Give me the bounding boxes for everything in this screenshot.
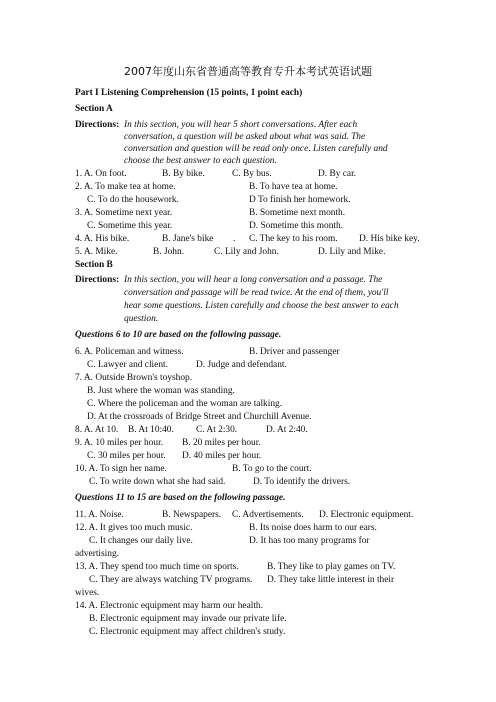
- q5-option-c: C. Lily and John.: [214, 247, 279, 257]
- q13-option-a: 13. A. They spend too much time on sports.: [75, 562, 239, 572]
- q5-option-b: B. John.: [153, 247, 184, 257]
- q13-option-d-continued: wives.: [75, 588, 100, 598]
- q6-option-c: C. Lawyer and client.: [87, 360, 168, 370]
- q3-option-b: B. Sometime next month.: [249, 208, 346, 218]
- q4-option-b: B. Jane's bike: [162, 234, 214, 244]
- q7-option-c: C. Where the policeman and the woman are talking.: [87, 399, 283, 409]
- q10-option-c: C. To write down what she had said.: [89, 477, 226, 487]
- q5-option-d: D. Lily and Mike.: [318, 247, 386, 257]
- q12-option-a: 12. A. It gives too much music.: [75, 523, 193, 533]
- q6-option-b: B. Driver and passenger: [249, 347, 340, 357]
- q11-option-d: D. Electronic equipment.: [319, 510, 414, 520]
- q3-option-a: 3. A. Sometime next year.: [75, 208, 173, 218]
- q6-option-a: 6. A. Policeman and witness.: [75, 347, 184, 357]
- section-a-directions-line: conversation, a question will be asked about what was said. The: [124, 132, 366, 142]
- q13-option-c: C. They are always watching TV programs.: [89, 575, 253, 585]
- q2-option-b: B. To have tea at home.: [249, 182, 338, 192]
- q9-option-b: B. 20 miles per hour.: [182, 438, 261, 448]
- q2-option-d: D To finish her homework.: [249, 195, 351, 205]
- q9-option-d: D. 40 miles per hour.: [182, 451, 262, 461]
- section-b-directions-line: In this section, you will hear a long conversation and a passage. The: [124, 275, 383, 285]
- passage1-heading: Questions 6 to 10 are based on the following passage.: [75, 330, 282, 340]
- q3-option-d: D. Sometime this month.: [249, 221, 344, 231]
- q1-option-a: 1. A. On foot.: [75, 169, 127, 179]
- q12-option-d-continued: advertising.: [75, 549, 120, 559]
- q8-option-b: B. At 10:40.: [128, 425, 174, 435]
- part1-heading: Part I Listening Comprehension (15 points, 1 point each): [75, 88, 303, 98]
- q12-option-c: C. It changes our daily live.: [89, 536, 193, 546]
- q12-option-d: D. It has too many programs for: [249, 536, 370, 546]
- section-b-directions-label: Directions:: [75, 275, 120, 285]
- q13-option-b: B. They like to play games on TV.: [267, 562, 396, 572]
- q7-option-d: D. At the crossroads of Bridge Street and Churchill Avenue.: [87, 412, 312, 422]
- q12-option-b: B. Its noise does harm to our ears.: [249, 523, 377, 533]
- q9-option-a: 9. A. 10 miles per hour.: [75, 438, 164, 448]
- q11-option-a: 11. A. Noise.: [75, 510, 124, 520]
- section-b-heading: Section B: [75, 260, 113, 270]
- section-a-directions-line: conversation and question will be read only once. Listen carefully and: [124, 144, 388, 154]
- section-a-directions-line: choose the best answer to each question.: [124, 156, 277, 166]
- q13-option-d: D. They take little interest in their: [267, 575, 395, 585]
- section-b-directions-line: question.: [124, 314, 159, 324]
- q4-option-c: C. The key to his room.: [249, 234, 338, 244]
- q11-option-c: C. Advertisements.: [232, 510, 304, 520]
- q8-option-d: D. At 2:40.: [266, 425, 308, 435]
- q4-option-d: D. His bike key.: [359, 234, 420, 244]
- q11-option-b: B. Newspapers.: [162, 510, 222, 520]
- q9-option-c: C. 30 miles per hour.: [87, 451, 166, 461]
- q1-option-d: D. By car.: [318, 169, 357, 179]
- q3-option-c: C. Sometime this year.: [87, 221, 173, 231]
- q10-option-a: 10. A. To sign her name.: [75, 464, 167, 474]
- section-a-directions-label: Directions:: [75, 120, 120, 130]
- q4-option-a: 4. A. His bike.: [75, 234, 130, 244]
- q14-option-c: C. Electronic equipment may affect children's study.: [89, 627, 286, 637]
- q1-option-b: B. By bike.: [162, 169, 205, 179]
- q7-option-b: B. Just where the woman was standing.: [87, 386, 235, 396]
- q14-option-b: B. Electronic equipment may invade our private life.: [89, 614, 287, 624]
- q5-option-a: 5. A. Mike.: [75, 247, 118, 257]
- q10-option-b: B. To go to the court.: [232, 464, 312, 474]
- section-a-heading: Section A: [75, 104, 113, 114]
- q7-option-a: 7. A. Outside Brown's toyshop.: [75, 373, 193, 383]
- section-b-directions-line: hear some questions. Listen carefully and choose the best answer to each: [124, 301, 399, 311]
- section-a-directions-line: In this section, you will hear 5 short conversations. After each: [124, 120, 358, 130]
- passage2-heading: Questions 11 to 15 are based on the following passage.: [75, 493, 286, 503]
- section-b-directions-line: conversation and passage will be read twice. At the end of them, you'll: [124, 288, 389, 298]
- q4-stray-period: .: [233, 234, 236, 244]
- q8-option-c: C. At 2:30.: [196, 425, 238, 435]
- q2-option-a: 2. A. To make tea at home.: [75, 182, 176, 192]
- q6-option-d: D. Judge and defendant.: [196, 360, 287, 370]
- q1-option-c: C. By bus.: [232, 169, 272, 179]
- q14-option-a: 14. A. Electronic equipment may harm our health.: [75, 601, 263, 611]
- q8-option-a: 8. A. At 10.: [75, 425, 119, 435]
- q10-option-d: D. To identify the drivers.: [253, 477, 351, 487]
- q2-option-c: C. To do the housework.: [87, 195, 179, 205]
- page-title: 2007年度山东省普通高等教育专升本考试英语试题: [124, 65, 372, 78]
